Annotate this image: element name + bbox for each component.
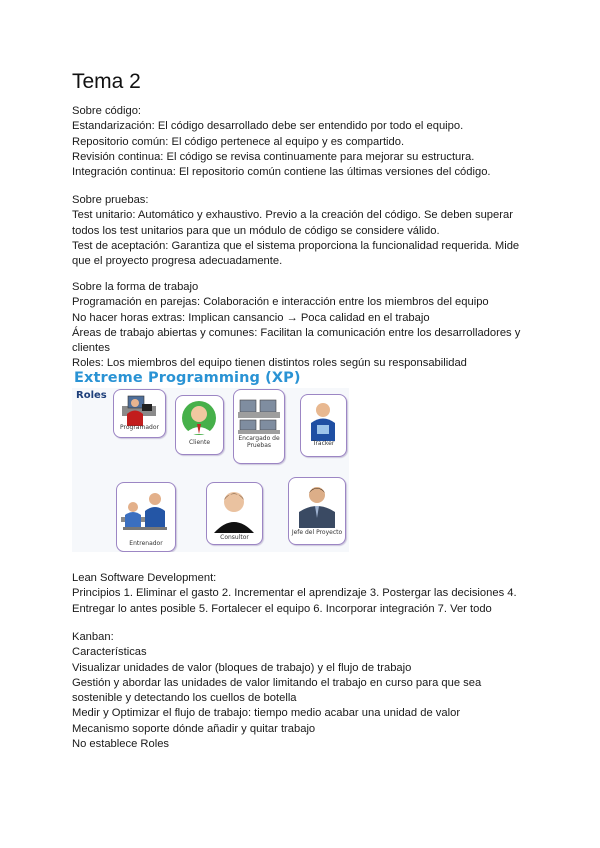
xp-roles-label: Roles <box>76 390 107 401</box>
paragraph-line: Características <box>72 646 147 659</box>
section-heading: Sobre la forma de trabajo <box>72 281 199 293</box>
section-trabajo <box>72 280 532 372</box>
paragraph-line: Test unitario: Automático y exhaustivo. Previo a la creación del código. Se deben superar todos los test unitarios para que un módulo de código se considere válido. <box>72 209 513 237</box>
paragraph-line: Visualizar unidades de valor (bloques de trabajo) y el flujo de trabajo <box>72 661 412 674</box>
paragraph-line: Programación en parejas: Colaboración e interacción entre los miembros del equipo <box>72 296 489 309</box>
role-cliente <box>175 395 224 455</box>
paragraph-line: Gestión y abordar las unidades de valor limitando el trabajo en curso para que sea sostenible y detectando los cuellos de botella <box>72 676 482 705</box>
paragraph-line: Roles: Los miembros del equipo tienen distintos roles según su responsabilidad <box>72 357 467 370</box>
section-heading: Sobre pruebas: <box>72 194 149 206</box>
role-programador <box>113 389 166 438</box>
xp-roles-image <box>72 370 349 552</box>
paragraph-line: No hacer horas extras: Implican cansancio → Poca calidad en el trabajo <box>72 311 430 324</box>
page-title: Tema 2 <box>72 70 141 93</box>
role-label: Encargado de Pruebas <box>238 435 280 449</box>
role-label: Programador <box>120 424 159 431</box>
paragraph-line: Test de aceptación: Garantiza que el sistema proporciona la funcionalidad requerida. Mide que el proyecto progresa adecuadamente. <box>72 239 520 268</box>
paragraph-line: Áreas de trabajo abiertas y comunes: Facilitan la comunicación entre los desarrolladores y clientes <box>72 326 521 355</box>
paragraph-line: Integración continua: El repositorio común contiene las últimas versiones del código. <box>72 166 491 179</box>
role-label: Consultor <box>220 534 249 541</box>
section-pruebas <box>72 193 532 269</box>
role-consultor <box>206 482 263 545</box>
paragraph-line: Mecanismo soporte dónde añadir y quitar trabajo <box>72 722 316 735</box>
paragraph-line: Principios 1. Eliminar el gasto 2. Incrementar el aprendizaje 3. Postergar las decisiones 4. Entregar lo antes posible 5. Fortalecer el equipo 6. Incorporar integración 7. Ver todo <box>72 587 517 615</box>
role-entrenador <box>116 482 176 552</box>
section-heading: Lean Software Development: <box>72 572 217 584</box>
paragraph-line: Repositorio común: El código pertenece al equipo y es compartido. <box>72 135 405 148</box>
paragraph-line: Revisión continua: El código se revisa continuamente para mejorar su estructura. <box>72 150 475 163</box>
role-label: Entrenador <box>129 540 163 547</box>
paragraph-line: No establece Roles <box>72 738 170 751</box>
section-codigo <box>72 104 532 180</box>
role-label: Jefe del Proyecto <box>291 529 343 536</box>
paragraph-line: Estandarización: El código desarrollado debe ser entendido por todo el equipo. <box>72 120 464 133</box>
role-tracker <box>300 394 347 457</box>
role-jefe-proyecto <box>288 477 346 545</box>
section-heading: Kanban: <box>72 631 114 643</box>
xp-title: Extreme Programming (XP) <box>74 370 301 386</box>
role-encargado-pruebas <box>233 389 285 464</box>
role-label: Tracker <box>312 440 335 447</box>
tester-icon <box>234 390 284 463</box>
role-label: Cliente <box>188 439 211 446</box>
paragraph-line: Medir y Optimizar el flujo de trabajo: tiempo medio acabar una unidad de valor <box>72 707 461 720</box>
section-kanban <box>72 630 532 752</box>
section-lean <box>72 571 532 617</box>
section-heading: Sobre código: <box>72 105 142 117</box>
